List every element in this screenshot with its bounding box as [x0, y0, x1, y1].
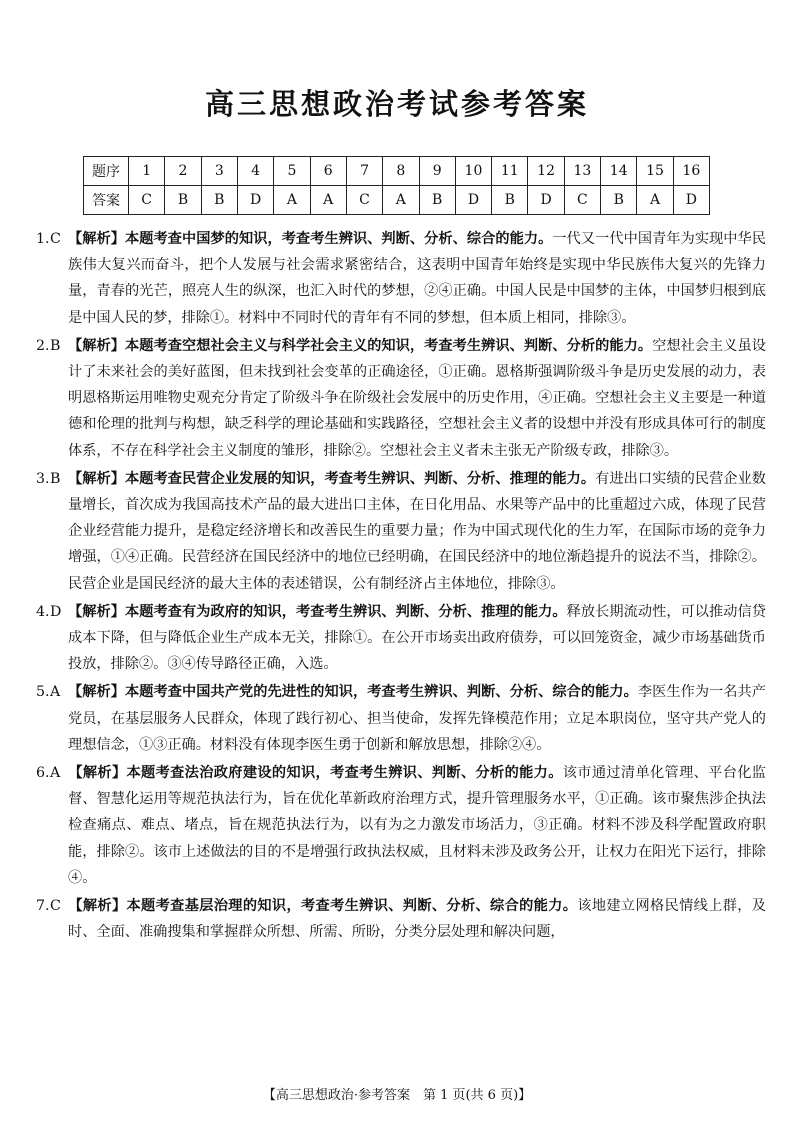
question-number: 3	[201, 157, 237, 186]
question-num: 7.	[36, 898, 50, 915]
question-num: 6.	[36, 765, 50, 782]
question-num: 2.	[36, 337, 50, 354]
explanation-item	[36, 679, 766, 758]
question-body: 空想社会主义虽设计了未来社会的美好蓝图，但未找到社会变革的正确途径，①正确。恩格斯强调阶级斗争是历史发展的动力，表明恩格斯运用唯物史观充分肯定了阶级斗争在阶级社会发展中的历史作用，④正确。空想社会主义主要是一种道德和伦理的批判与构想，缺乏科学的理论基础和实践路径，空想社会主义者的设想中并没有形成具体可行的制度体系，不存在科学社会主义制度的雏形，排除②。空想社会主义者未主张无产阶级专政，排除③。	[68, 337, 766, 459]
question-number: 7	[346, 157, 382, 186]
question-lead: 【解析】本题考查中国梦的知识，考查考生辨识、判断、分析、综合的能力。	[68, 231, 553, 247]
question-number: 8	[383, 157, 419, 186]
question-number: 4	[237, 157, 273, 186]
answer-cell: A	[637, 186, 673, 215]
question-body: 一代又一代中国青年为实现中华民族伟大复兴而奋斗，把个人发展与社会需求紧密结合，这表明中国青年始终是实现中华民族伟大复兴的先锋力量，青春的光芒，照亮人生的纵深，也汇入时代的梦想，②④正确。中国人民是中国梦的主体，中国梦归根到底是中国人民的梦，排除①。材料中不同时代的青年有不同的梦想，但本质上相同，排除③。	[68, 231, 766, 326]
answer-cell: A	[383, 186, 419, 215]
question-number: 13	[564, 157, 600, 186]
question-number: 5	[274, 157, 310, 186]
answer-cell: C	[564, 186, 600, 215]
question-lead: 【解析】本题考查空想社会主义与科学社会主义的知识，考查考生辨识、判断、分析的能力。	[68, 337, 653, 354]
answer-cell: B	[492, 186, 528, 215]
question-answer: C	[50, 231, 61, 247]
question-answer: A	[50, 684, 61, 701]
answer-cell: B	[201, 186, 237, 215]
question-answer: C	[50, 898, 61, 915]
question-number: 2	[165, 157, 201, 186]
question-number: 10	[455, 157, 491, 186]
answer-cell: B	[601, 186, 637, 215]
explanation-item	[36, 333, 766, 464]
table-row-numbers	[84, 157, 710, 186]
question-number: 1	[129, 157, 165, 186]
question-num: 4.	[36, 603, 50, 620]
answer-cell: A	[310, 186, 346, 215]
explanation-item	[36, 226, 766, 331]
question-answer: A	[50, 765, 61, 782]
explanations	[36, 226, 766, 947]
question-lead: 【解析】本题考查有为政府的知识，考查考生辨识、判断、分析、推理的能力。	[68, 603, 567, 620]
explanation-item	[36, 599, 766, 678]
page-title: 高三思想政治考试参考答案	[204, 87, 589, 121]
answer-cell: B	[419, 186, 455, 215]
answer-cell: D	[528, 186, 564, 215]
explanation-item	[36, 466, 766, 597]
question-lead: 【解析】本题考查民营企业发展的知识，考查考生辨识、判断、分析、推理的能力。	[68, 470, 596, 487]
row-label-answers: 答案	[84, 186, 129, 215]
question-body: 有进出口实绩的民营企业数量增长，首次成为我国高技术产品的最大进出口主体，在日化用品、水果等产品中的比重超过六成，体现了民营企业经营能力提升，是稳定经济增长和改善民生的重要力量；作为中国式现代化的生力军，在国际市场的竞争力增强，①④正确。民营经济在国民经济中的地位已经明确，在国民经济中的地位渐趋提升的说法不当，排除②。民营企业是国民经济的最大主体的表述错误，公有制经济占主体地位，排除③。	[68, 470, 766, 592]
question-number: 14	[601, 157, 637, 186]
question-answer: D	[50, 603, 62, 620]
explanation-item	[36, 893, 766, 945]
answer-cell: C	[346, 186, 382, 215]
question-num: 1.	[36, 231, 50, 247]
answer-cell: D	[237, 186, 273, 215]
row-label-numbers: 题序	[84, 157, 129, 186]
question-number: 9	[419, 157, 455, 186]
page-footer: 【高三思想政治·参考答案 第 1 页(共 6 页)】	[262, 1088, 532, 1103]
answer-cell: D	[455, 186, 491, 215]
question-number: 6	[310, 157, 346, 186]
question-number: 11	[492, 157, 528, 186]
question-num: 3.	[36, 470, 50, 487]
answer-table	[83, 156, 710, 215]
answer-cell: C	[129, 186, 165, 215]
table-row-answers	[84, 186, 710, 215]
answer-cell: B	[165, 186, 201, 215]
question-lead: 【解析】本题考查基层治理的知识，考查考生辨识、判断、分析、综合的能力。	[68, 898, 578, 915]
question-number: 15	[637, 157, 673, 186]
answer-cell: D	[673, 186, 709, 215]
question-answer: B	[50, 337, 61, 354]
question-lead: 【解析】本题考查法治政府建设的知识，考查考生辨识、判断、分析的能力。	[68, 765, 563, 782]
question-body: 该地建立网格民情线上群，及时、全面、准确搜集和掌握群众所想、所需、所盼，分类分层处理和解决问题，	[68, 898, 766, 941]
question-num: 5.	[36, 684, 50, 701]
question-body: 李医生作为一名共产党员，在基层服务人民群众，体现了践行初心、担当使命，发挥先锋模范作用；立足本职岗位，坚守共产党人的理想信念，①③正确。材料没有体现李医生勇于创新和解放思想，排除②④。	[68, 684, 766, 753]
question-body: 该市通过清单化管理、平台化监督、智慧化运用等规范执法行为，旨在优化革新政府治理方式，提升管理服务水平，①正确。该市聚焦涉企执法检查痛点、难点、堵点，旨在规范执法行为，以有为之力激发市场活力，③正确。材料不涉及科学配置政府职能，排除②。该市上述做法的目的不是增强行政执法权威，且材料未涉及政务公开，让权力在阳光下运行，排除④。	[68, 765, 766, 886]
question-number: 16	[673, 157, 709, 186]
question-lead: 【解析】本题考查中国共产党的先进性的知识，考查考生辨识、判断、分析、综合的能力。	[68, 684, 638, 701]
question-answer: B	[50, 470, 61, 487]
explanation-item	[36, 760, 766, 891]
answer-cell: A	[274, 186, 310, 215]
question-body: 释放长期流动性，可以推动信贷成本下降，但与降低企业生产成本无关，排除①。在公开市场卖出政府债券，可以回笼资金，减少市场基础货币投放，排除②。③④传导路径正确，入选。	[68, 603, 766, 673]
question-number: 12	[528, 157, 564, 186]
